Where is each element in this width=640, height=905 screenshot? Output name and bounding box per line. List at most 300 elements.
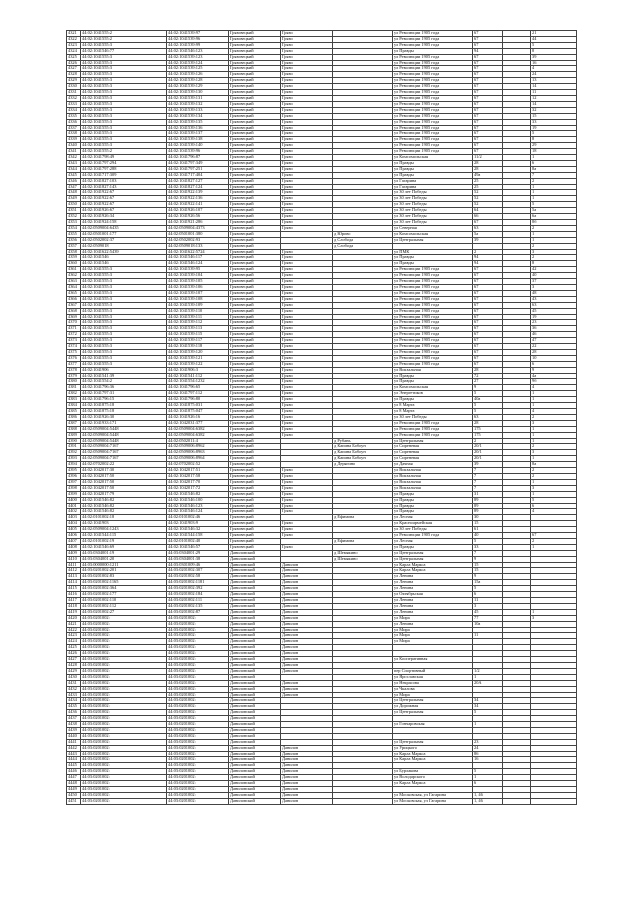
cell-city: Грязи <box>281 397 333 403</box>
cell-house-number: 5 <box>473 710 503 716</box>
cell-land-cadastral-number: 44:02:1041555:3 <box>81 314 167 320</box>
cell-apartment: 36 <box>531 326 577 332</box>
cell-house-number: 67 <box>473 290 503 296</box>
cell-land-cadastral-number: 44:03:0201002: <box>81 722 167 728</box>
cell-building-cadastral-number: 44:02:1041539:132 <box>167 101 229 107</box>
cell-house-number: 5 <box>473 538 503 544</box>
cell-street: ул Революции 1905 года <box>393 290 473 296</box>
cell-land-cadastral-number: 44:03:0201002:112 <box>81 603 167 609</box>
cell-street: ул Сиреневая <box>393 450 473 456</box>
cell-city: Данилов <box>281 686 333 692</box>
cell-land-cadastral-number: 44:02:0502002:37 <box>81 237 167 243</box>
cell-city: Данилов <box>281 787 333 793</box>
cell-street: ул Лесная <box>393 515 473 521</box>
cell-district: Грязовецкий <box>229 166 281 172</box>
cell-street: ул Революции 1905 года <box>393 349 473 355</box>
cell-row-number: 4377 <box>67 361 81 367</box>
cell-city: Грязи <box>281 326 333 332</box>
cell-street: ул Володарского <box>393 775 473 781</box>
cell-district: Грязовецкий <box>229 509 281 515</box>
cell-house-number: 67 <box>473 314 503 320</box>
cell-house-number: 67 <box>473 42 503 48</box>
cell-street: ул Мира <box>393 692 473 698</box>
cell-district: Грязовецкий <box>229 533 281 539</box>
cell-land-cadastral-number: 44:02:1041555:3 <box>81 143 167 149</box>
cell-apartment: 1 <box>531 438 577 444</box>
cell-row-number: 4450 <box>67 792 81 798</box>
cell-row-number: 4418 <box>67 603 81 609</box>
cell-street: ул Правды <box>393 166 473 172</box>
cell-house-number: 34 <box>473 704 503 710</box>
cell-row-number: 4323 <box>67 42 81 48</box>
cell-house-number: 94 <box>473 261 503 267</box>
cell-apartment: 37 <box>531 279 577 285</box>
cell-district: Грязовецкий <box>229 450 281 456</box>
cell-city: Грязи <box>281 143 333 149</box>
cell-house-number: 30 <box>473 515 503 521</box>
cell-city: Грязи <box>281 527 333 533</box>
cell-land-cadastral-number: 44:02:1041555:3 <box>81 302 167 308</box>
cell-house-number: 67 <box>473 338 503 344</box>
cell-house-number: 67 <box>473 72 503 78</box>
cell-street: ул 30 лет Победы <box>393 190 473 196</box>
cell-house-number: 67 <box>473 344 503 350</box>
cell-city: Данилов <box>281 763 333 769</box>
cell-house-number: 52 <box>473 196 503 202</box>
cell-land-cadastral-number: 44:02:1041798:49 <box>81 155 167 161</box>
cell-row-number: 4389 <box>67 432 81 438</box>
cell-apartment: 1 <box>531 231 577 237</box>
cell-row-number: 4420 <box>67 615 81 621</box>
cell-street: ул Чкалова <box>393 686 473 692</box>
cell-house-number: 175 <box>473 426 503 432</box>
cell-building-cadastral-number: 44:02:1041539:115 <box>167 332 229 338</box>
cell-district: Даниловский <box>229 792 281 798</box>
cell-house-number: 67 <box>473 332 503 338</box>
cell-row-number: 4387 <box>67 420 81 426</box>
cell-street: ул Центральная <box>393 550 473 556</box>
cell-land-cadastral-number: 44:02:1041546 <box>81 255 167 261</box>
cell-land-cadastral-number: 44:02:1041555:2 <box>81 31 167 37</box>
cell-street: ул Революции 1905 года <box>393 113 473 119</box>
cell-building-cadastral-number: 44:02:1042017:51 <box>167 468 229 474</box>
cell-apartment: 2 <box>531 178 577 184</box>
cell-land-cadastral-number: 44:02:1041926:67 <box>81 208 167 214</box>
cell-house-number: 28 <box>473 160 503 166</box>
cell-row-number: 4322 <box>67 36 81 42</box>
cell-house-number: 67 <box>473 279 503 285</box>
cell-row-number: 4414 <box>67 580 81 586</box>
cell-row-number: 4361 <box>67 267 81 273</box>
cell-district: Грязовецкий <box>229 160 281 166</box>
cell-district: Грязовецкий <box>229 373 281 379</box>
cell-building-cadastral-number: 44:03:0201002: <box>167 680 229 686</box>
cell-land-cadastral-number: 44:03:0201002: <box>81 745 167 751</box>
cell-street: ул Лесная <box>393 538 473 544</box>
cell-row-number: 4451 <box>67 798 81 804</box>
cell-apartment: 40 <box>531 273 577 279</box>
cell-row-number: 4375 <box>67 349 81 355</box>
cell-land-cadastral-number: 44:02:1041926:34 <box>81 214 167 220</box>
cell-street: ул Вокзальная <box>393 468 473 474</box>
cell-row-number: 4393 <box>67 456 81 462</box>
cell-district: Грязовецкий <box>229 125 281 131</box>
cell-row-number: 4394 <box>67 462 81 468</box>
cell-district: Даниловский <box>229 775 281 781</box>
cell-land-cadastral-number: 44:02:1041933:171 <box>81 420 167 426</box>
cell-building-cadastral-number: 44:02:1041554:1232 <box>167 379 229 385</box>
cell-row-number: 4400 <box>67 497 81 503</box>
cell-apartment: 10 <box>531 355 577 361</box>
cell-house-number: 67 <box>473 149 503 155</box>
cell-apartment: 6 <box>531 361 577 367</box>
cell-row-number: 4347 <box>67 184 81 190</box>
cell-apartment: 29 <box>531 143 577 149</box>
cell-street: ул Революции 1905 года <box>393 143 473 149</box>
cell-district: Даниловский <box>229 556 281 562</box>
cell-street: ул Правды <box>393 160 473 166</box>
cell-building-cadastral-number: 44:02:1041539:125 <box>167 66 229 72</box>
cell-street: ул Правды <box>393 48 473 54</box>
cell-land-cadastral-number: 44:02:1041555:3 <box>81 267 167 273</box>
cell-district: Грязовецкий <box>229 379 281 385</box>
cell-row-number: 4376 <box>67 355 81 361</box>
cell-apartment: 2 <box>531 468 577 474</box>
cell-land-cadastral-number: 44:02:1041555:3 <box>81 290 167 296</box>
cell-apartment: 3 <box>531 420 577 426</box>
cell-apartment: 1 <box>531 491 577 497</box>
cell-city: Данилов <box>281 562 333 568</box>
cell-house-number: 52 <box>473 202 503 208</box>
cell-land-cadastral-number: 44:03:0201002: <box>81 727 167 733</box>
cell-street: ул Кооперативная <box>393 657 473 663</box>
cell-street: ул Революции 1905 года <box>393 420 473 426</box>
cell-house-number: 94 <box>473 255 503 261</box>
cell-building-cadastral-number: 44:02:1041539:111 <box>167 314 229 320</box>
cell-building-cadastral-number: 44:02:1041796:65 <box>167 385 229 391</box>
cell-house-number: 15 <box>473 568 503 574</box>
cell-house-number: 67 <box>473 220 503 226</box>
cell-district: Даниловский <box>229 662 281 668</box>
cell-row-number: 4351 <box>67 208 81 214</box>
cell-house-number: 40а <box>473 397 503 403</box>
cell-street: ул 30 лет Победы <box>393 208 473 214</box>
cell-building-cadastral-number: 44:03:0201002: <box>167 798 229 804</box>
cell-land-cadastral-number: 44:02:0101002:18 <box>81 515 167 521</box>
cell-house-number: 28 <box>473 420 503 426</box>
cell-district: Грязовецкий <box>229 462 281 468</box>
cell-apartment: 46 <box>531 332 577 338</box>
cell-street: ул Некрасова <box>393 680 473 686</box>
cell-building-cadastral-number: 44:02:0101002:46 <box>167 515 229 521</box>
cell-house-number: 5 <box>473 391 503 397</box>
cell-district: Грязовецкий <box>229 261 281 267</box>
cell-house-number: 67 <box>473 90 503 96</box>
cell-row-number: 4338 <box>67 131 81 137</box>
cell-land-cadastral-number: 44:02:1041555:3 <box>81 113 167 119</box>
cell-city: Грязи <box>281 302 333 308</box>
cell-building-cadastral-number: 44:03:0201002:307 <box>167 568 229 574</box>
cell-land-cadastral-number: 44:03:0201002: <box>81 704 167 710</box>
cell-land-cadastral-number: 44:03:0201002: <box>81 662 167 668</box>
cell-building-cadastral-number: 44:02:1041906:3 <box>167 367 229 373</box>
cell-city: Данилов <box>281 680 333 686</box>
cell-house-number: 34 <box>473 698 503 704</box>
cell-street: ул Энергетиков <box>393 391 473 397</box>
cell-city: Данилов <box>281 751 333 757</box>
cell-settlement: д Шемякино <box>333 556 393 562</box>
cell-row-number: 4380 <box>67 379 81 385</box>
cell-building-cadastral-number: 44:02:1041539:99 <box>167 42 229 48</box>
cell-city: Грязи <box>281 184 333 190</box>
cell-street: ул Октябрьская <box>393 592 473 598</box>
cell-street: ул 8 Марта <box>393 403 473 409</box>
cell-row-number: 4358 <box>67 249 81 255</box>
cell-settlement: д Слобода <box>333 237 393 243</box>
cell-district: Грязовецкий <box>229 349 281 355</box>
cell-apartment: 1 <box>531 403 577 409</box>
cell-street: ул Карла Маркса <box>393 751 473 757</box>
cell-house-number: 45 <box>473 609 503 615</box>
cell-building-cadastral-number: 44:02:1041539:131 <box>167 95 229 101</box>
cell-row-number: 4369 <box>67 314 81 320</box>
cell-house-number: 61 <box>473 527 503 533</box>
cell-row-number: 4353 <box>67 220 81 226</box>
cell-house-number: 77 <box>473 615 503 621</box>
cell-district: Грязовецкий <box>229 267 281 273</box>
cell-building-cadastral-number: 44:03:0201002: <box>167 686 229 692</box>
cell-district: Грязовецкий <box>229 367 281 373</box>
cell-row-number: 4402 <box>67 509 81 515</box>
cell-land-cadastral-number: 44:02:1041555:3 <box>81 66 167 72</box>
cell-district: Грязовецкий <box>229 497 281 503</box>
cell-land-cadastral-number: 44:02:1041906 <box>81 367 167 373</box>
cell-city: Грязи <box>281 409 333 415</box>
cell-land-cadastral-number: 44:02:1041555:3 <box>81 273 167 279</box>
cell-street: ул Революции 1905 года <box>393 338 473 344</box>
cell-city: Грязи <box>281 284 333 290</box>
cell-row-number: 4436 <box>67 710 81 716</box>
cell-house-number: 89 <box>473 503 503 509</box>
cell-row-number: 4407 <box>67 538 81 544</box>
cell-district: Грязовецкий <box>229 444 281 450</box>
cell-district: Даниловский <box>229 651 281 657</box>
cell-district: Даниловский <box>229 787 281 793</box>
cell-city: Грязи <box>281 220 333 226</box>
cell-apartment: 1 <box>531 544 577 550</box>
cell-city: Грязи <box>281 155 333 161</box>
cell-apartment: 5 <box>531 131 577 137</box>
cell-district: Грязовецкий <box>229 385 281 391</box>
cell-city: Данилов <box>281 668 333 674</box>
cell-land-cadastral-number: 44:02:1041555:3 <box>81 279 167 285</box>
cell-house-number: 72 <box>473 373 503 379</box>
cell-settlement: д Ефимова <box>333 515 393 521</box>
cell-house-number: 3 <box>473 603 503 609</box>
cell-row-number: 4397 <box>67 479 81 485</box>
cell-city: Грязи <box>281 113 333 119</box>
cell-house-number: 67 <box>473 54 503 60</box>
cell-building-cadastral-number: 44:02:1041922:141 <box>167 202 229 208</box>
cell-building-cadastral-number: 44:03:0201002: <box>167 698 229 704</box>
cell-land-cadastral-number: 44:02:1041875:18 <box>81 409 167 415</box>
cell-street: ул Центральная <box>393 438 473 444</box>
cell-city: Грязи <box>281 172 333 178</box>
cell-city: Грязи <box>281 332 333 338</box>
cell-building-cadastral-number: 44:02:1041796:80 <box>167 397 229 403</box>
cell-apartment: 8 <box>531 48 577 54</box>
cell-street: ул Карла Маркса <box>393 562 473 568</box>
cell-row-number: 4346 <box>67 178 81 184</box>
cell-land-cadastral-number: 44:02:1041717:309 <box>81 172 167 178</box>
cell-apartment: 9 <box>531 367 577 373</box>
cell-apartment <box>531 798 577 804</box>
cell-street: ул Правды <box>393 497 473 503</box>
cell-city: Данилов <box>281 580 333 586</box>
cell-land-cadastral-number: 44:02:1041555:3 <box>81 131 167 137</box>
cell-apartment: 1 <box>531 397 577 403</box>
cell-land-cadastral-number: 44:02:1041797:288 <box>81 166 167 172</box>
cell-building-cadastral-number: 44:03:0201002: <box>167 769 229 775</box>
cell-building-cadastral-number: 44:02:0509004:4373 <box>167 225 229 231</box>
cell-city: Грязи <box>281 119 333 125</box>
cell-apartment: 13 <box>531 78 577 84</box>
cell-building-cadastral-number: 44:02:1041926:16 <box>167 414 229 420</box>
cell-land-cadastral-number: 44:03:0201002: <box>81 686 167 692</box>
cell-building-cadastral-number: 44:02:1041546:124 <box>167 509 229 515</box>
cell-apartment: 45 <box>531 308 577 314</box>
cell-street: ул Правды <box>393 261 473 267</box>
cell-district: Грязовецкий <box>229 320 281 326</box>
cell-street: ул Мира <box>393 627 473 633</box>
cell-building-cadastral-number: 44:02:1041539:128 <box>167 78 229 84</box>
cell-house-number: 52 <box>473 190 503 196</box>
cell-building-cadastral-number: 44:02:1041539:117 <box>167 338 229 344</box>
cell-district: Грязовецкий <box>229 214 281 220</box>
cell-apartment: 2 <box>531 414 577 420</box>
cell-row-number: 4405 <box>67 527 81 533</box>
cell-building-cadastral-number: 44:02:0101002:40 <box>167 538 229 544</box>
cell-apartment: 1 <box>531 456 577 462</box>
cell-city: Грязи <box>281 544 333 550</box>
cell-city: Грязи <box>281 42 333 48</box>
cell-row-number: 4437 <box>67 716 81 722</box>
cell-apartment: 8а <box>531 462 577 468</box>
cell-city: Грязи <box>281 149 333 155</box>
cell-apartment: 23 <box>531 320 577 326</box>
cell-row-number: 4403 <box>67 515 81 521</box>
cell-city: Грязи <box>281 84 333 90</box>
cell-district: Даниловский <box>229 639 281 645</box>
cell-row-number: 4392 <box>67 450 81 456</box>
cell-district: Грязовецкий <box>229 172 281 178</box>
cell-district: Грязовецкий <box>229 113 281 119</box>
cell-street: ул Карла Маркса <box>393 757 473 763</box>
cell-house-number: 67 <box>473 273 503 279</box>
cell-row-number: 4342 <box>67 155 81 161</box>
cell-building-cadastral-number: 44:02:1041546:123 <box>167 48 229 54</box>
cell-house-number: 11 <box>473 598 503 604</box>
cell-district: Грязовецкий <box>229 332 281 338</box>
cell-apartment: 2 <box>531 225 577 231</box>
cell-house-number: 2 <box>473 249 503 255</box>
cell-house-number: 89 <box>473 497 503 503</box>
cell-land-cadastral-number: 44:03:0201002: <box>81 781 167 787</box>
cell-apartment: 3 <box>531 615 577 621</box>
cell-city: Грязи <box>281 479 333 485</box>
cell-district: Грязовецкий <box>229 243 281 249</box>
cell-building-cadastral-number: 44:02:1041539:107 <box>167 290 229 296</box>
cell-row-number: 4333 <box>67 101 81 107</box>
cell-district: Грязовецкий <box>229 90 281 96</box>
cell-district: Грязовецкий <box>229 101 281 107</box>
cell-district: Грязовецкий <box>229 255 281 261</box>
cell-building-cadastral-number: 44:03:0304001:38 <box>167 556 229 562</box>
cell-house-number: 15а <box>473 580 503 586</box>
cell-row-number: 4435 <box>67 704 81 710</box>
cell-city: Грязи <box>281 420 333 426</box>
cell-street: ул Революции 1905 года <box>393 107 473 113</box>
cell-district: Грязовецкий <box>229 196 281 202</box>
cell-building-cadastral-number: 44:02:1041797:112 <box>167 391 229 397</box>
cell-apartment: 15 <box>531 113 577 119</box>
cell-building-cadastral-number: 44:03:0201002: <box>167 633 229 639</box>
cell-house-number: 67 <box>473 349 503 355</box>
cell-district: Грязовецкий <box>229 149 281 155</box>
cell-land-cadastral-number: 44:02:1041622:5439 <box>81 249 167 255</box>
cell-city: Грязи <box>281 255 333 261</box>
cell-row-number: 4381 <box>67 385 81 391</box>
cell-apartment: 22 <box>531 344 577 350</box>
cell-district: Даниловский <box>229 798 281 804</box>
cell-row-number: 4330 <box>67 84 81 90</box>
cell-city: Грязи <box>281 533 333 539</box>
cell-building-cadastral-number: 44:03:0201002: <box>167 692 229 698</box>
cell-house-number: 6 <box>473 592 503 598</box>
cell-house-number: 5 <box>473 769 503 775</box>
cell-building-cadastral-number: 44:02:1041903:9 <box>167 521 229 527</box>
cell-row-number: 4368 <box>67 308 81 314</box>
register-table-body <box>67 31 577 805</box>
cell-row-number: 4428 <box>67 662 81 668</box>
cell-house-number: 9 <box>473 385 503 391</box>
cell-street: ул Мира <box>393 633 473 639</box>
cell-city: Данилов <box>281 586 333 592</box>
cell-district: Грязовецкий <box>229 78 281 84</box>
cell-street: ул Центральная <box>393 556 473 562</box>
cell-row-number: 4334 <box>67 107 81 113</box>
cell-house-number: 10а <box>473 621 503 627</box>
cell-district: Даниловский <box>229 627 281 633</box>
cell-row-number: 4340 <box>67 143 81 149</box>
cell-district: Даниловский <box>229 739 281 745</box>
cell-row-number: 4366 <box>67 296 81 302</box>
cell-row-number: 4386 <box>67 414 81 420</box>
cell-row-number: 4383 <box>67 397 81 403</box>
cell-street: ул 30 лет Победы <box>393 214 473 220</box>
cell-row-number: 4355 <box>67 231 81 237</box>
cell-land-cadastral-number: 44:02:1041555:3 <box>81 332 167 338</box>
cell-city: Грязи <box>281 379 333 385</box>
cell-street: ул Ярославская <box>393 674 473 680</box>
cell-row-number: 4434 <box>67 698 81 704</box>
cell-street: ул Сиреневая <box>393 444 473 450</box>
cell-building-cadastral-number: 44:03:0201002: <box>167 745 229 751</box>
cell-house-number: 40 <box>473 533 503 539</box>
cell-city: Данилов <box>281 798 333 804</box>
cell-street: ул Ленина <box>393 574 473 580</box>
cell-city: Грязи <box>281 509 333 515</box>
